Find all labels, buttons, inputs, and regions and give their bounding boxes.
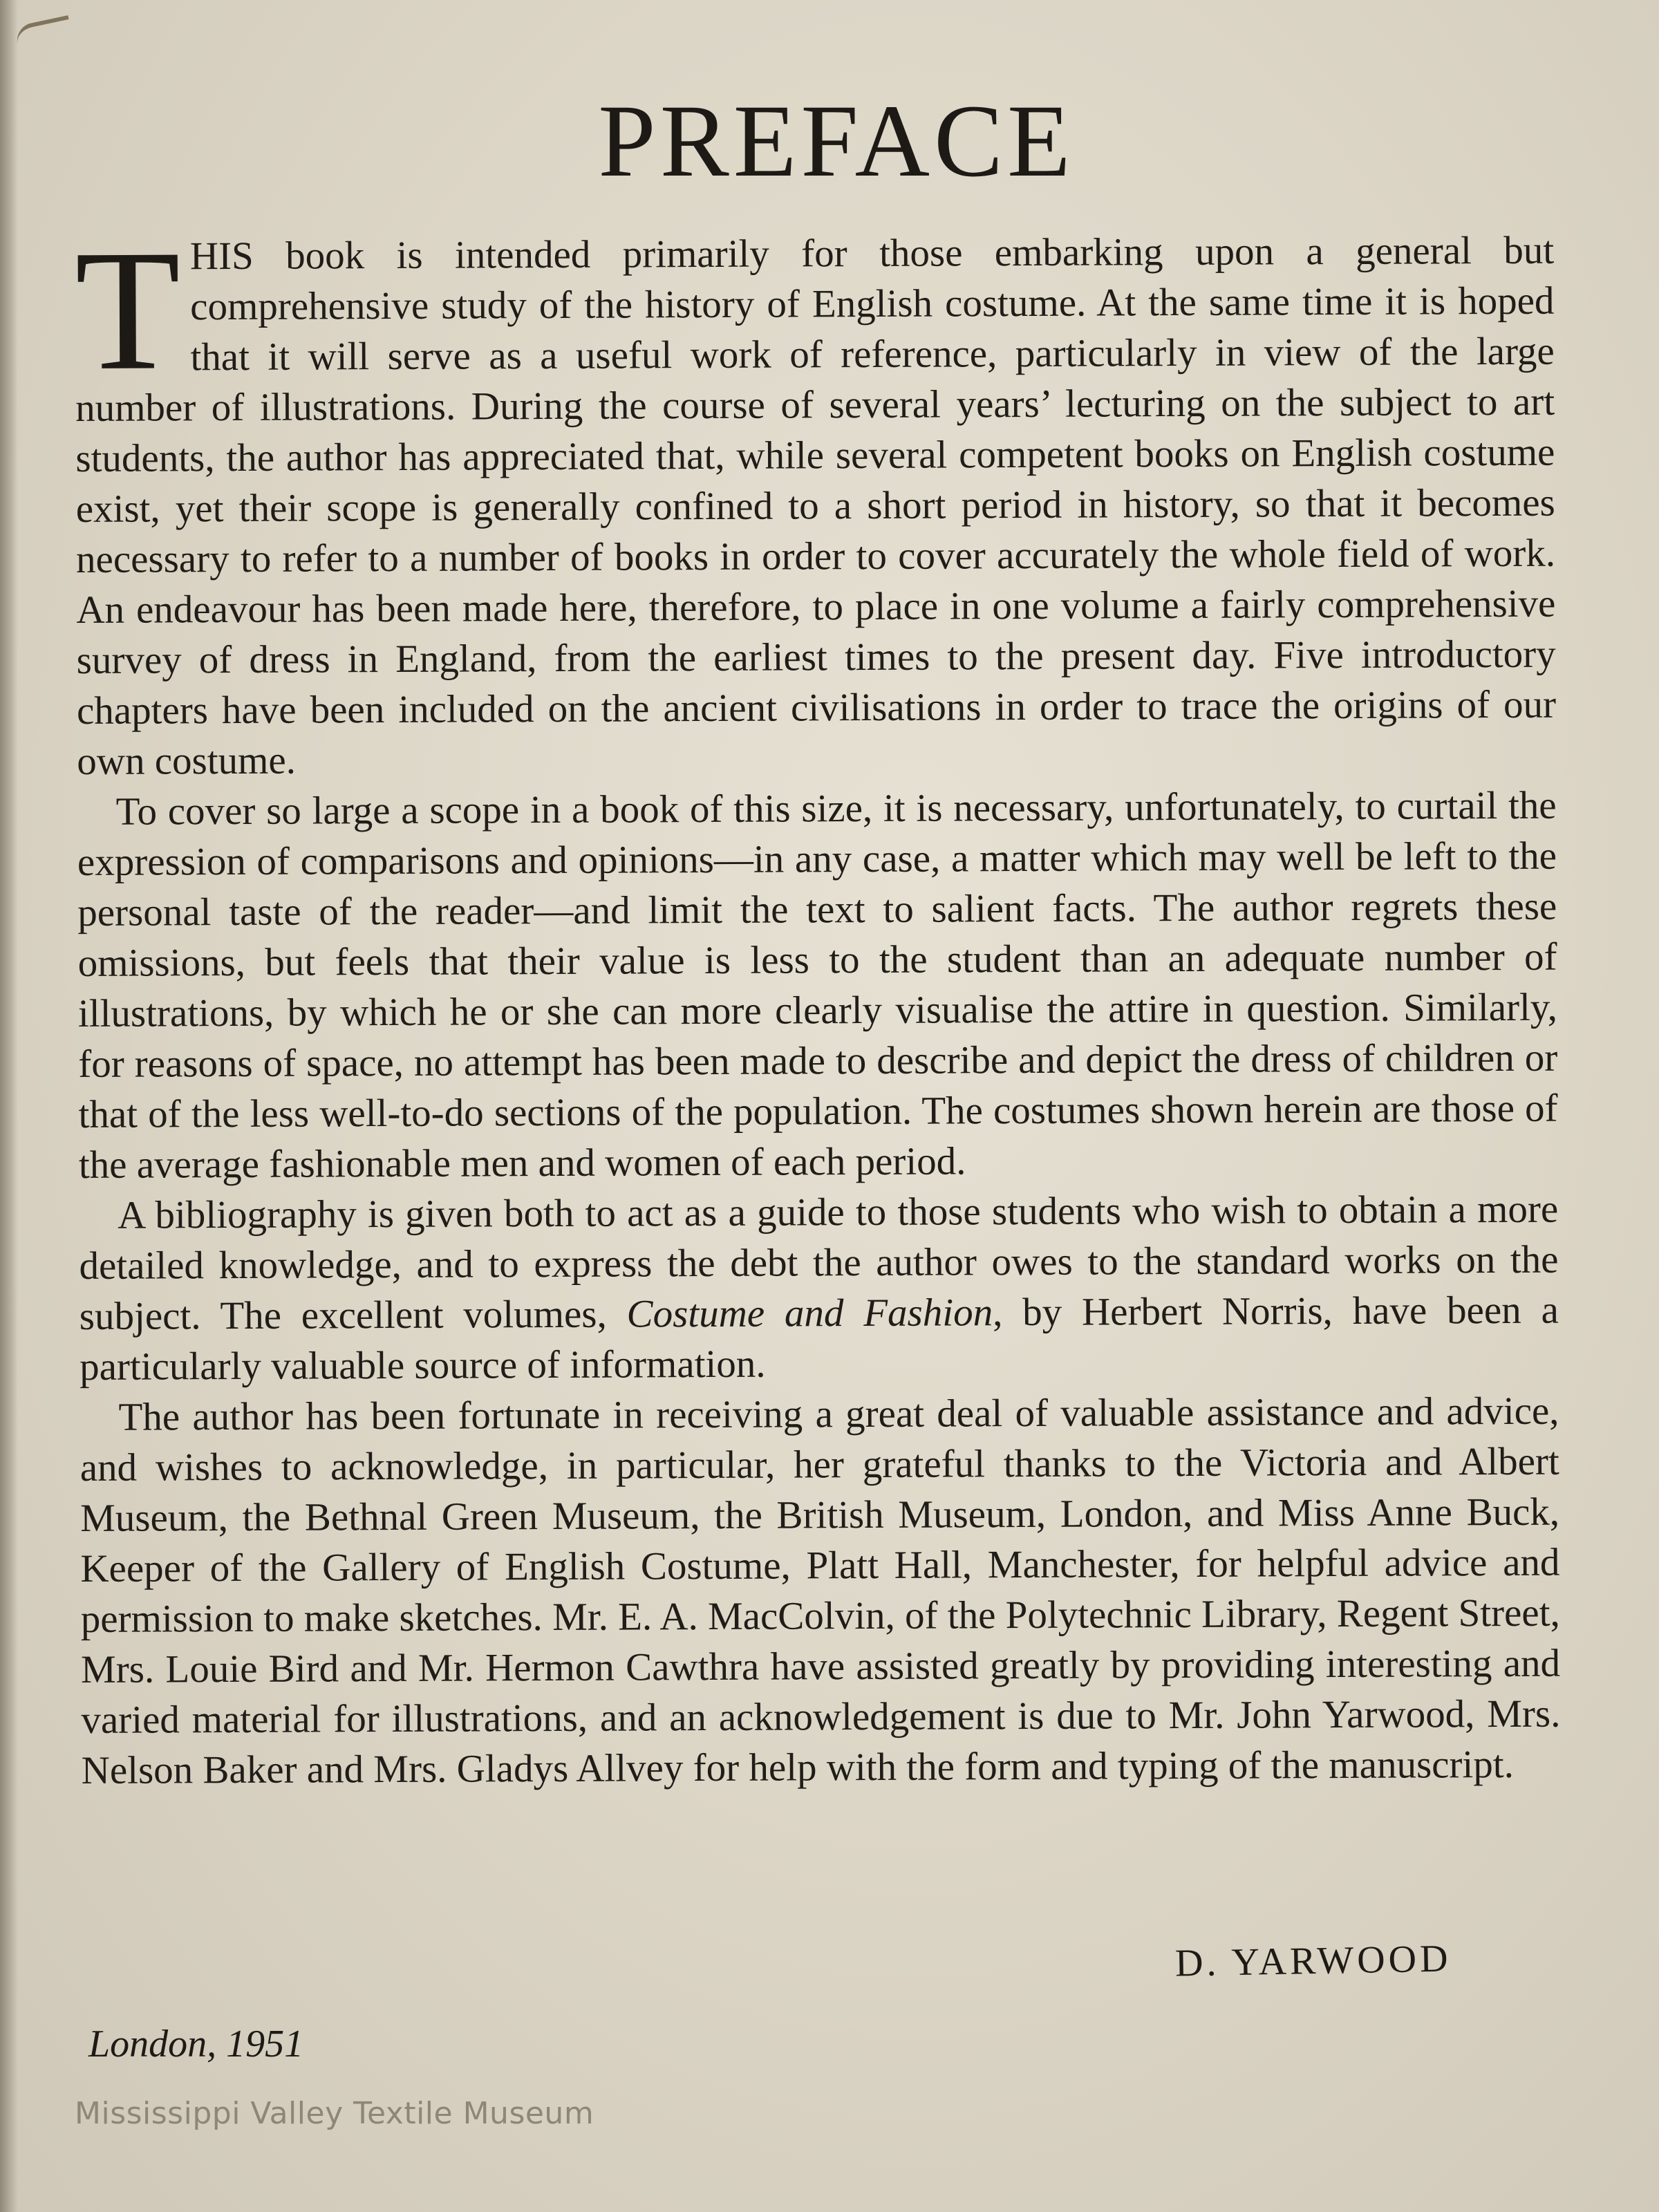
page-binding-edge: [0, 0, 18, 2212]
paragraph-1-smallcaps: HIS: [189, 234, 254, 279]
paragraph-3: [79, 1184, 1559, 1392]
place-date: London, 1951: [88, 2023, 304, 2065]
paragraph-4: The author has been fortunate in receiving a great deal of valuable assistance and advice, and wishes to acknowledge, in particular, her grateful thanks to the Victoria and Albert Museum, the Bethnal Green Museum, the British Museum, London, and Miss Anne Buck, Keeper of the Gallery of English Costume, Platt Hall, Manchester, for helpful advice and permission to make sketches. Mr. E. A. MacColvin, of the Polytechnic Library, Regent Street, Mrs. Louie Bird and Mr. Hermon Cawthra have assisted greatly by providing interesting and varied material for illustrations, and an acknowledgement is due to Mr. John Yarwood, Mrs. Nelson Baker and Mrs. Gladys Allvey for help with the form and typing of the manuscript.: [79, 1389, 1561, 1792]
paragraph-2: To cover so large a scope in a book of this size, it is necessary, unfortunately, to curtail the expression of comparisons and opinions—in any case, a matter which may well be left to the personal taste of the reader—and limit the text to salient facts. The author regrets these omissions, but feels that their value is less to the student than an adequate number of illustrations, by which he or she can more clearly visualise the attire in question. Similarly, for reasons of space, no attempt has been made to describe and depict the dress of children or that of the less well-to-do sections of the population. The costumes shown herein are those of the average fashionable men and women of each period.: [77, 783, 1558, 1187]
author-signature: D. YARWOOD: [1174, 1937, 1452, 1985]
preface-body: [74, 214, 1561, 1796]
book-title-reference: Costume and Fashion: [626, 1291, 993, 1336]
watermark: Mississippi Valley Textile Museum: [75, 2096, 594, 2131]
paragraph-1-text: book is intended primarily for those embarking upon a general but comprehensive study of the history of English costume. At the same time it is hoped that it will serve as a useful work of reference, particularly in view of the large number of illustrations. During the course of several years’ lecturing on the subject to art students, the author has appreciated that, while several competent books on English costume exist, yet their scope is generally confined to a short period in history, so that it becomes necessary to refer to a number of books in order to cover accurately the whole field of work. An endeavour has been made here, therefore, to place in one volume a fairly comprehensive survey of dress in England, from the earliest times to the present day. Five introductory chapters have been included on the ancient civilisations in order to trace the origins of our own costume.: [75, 228, 1557, 783]
page-corner: [14, 15, 72, 44]
paragraph-1: [74, 214, 1557, 787]
page-title: PREFACE: [598, 84, 1075, 198]
drop-cap: T: [74, 214, 181, 406]
paragraph-3-text-after: , by Herbert Norris, have been a particularly valuable source of information.: [79, 1288, 1559, 1389]
paragraph-3-text-before: A bibliography is given both to act as a guide to those students who wish to obtain a more detailed knowledge, and to express the debt the author owes to the standard works on the subject. The excellent volumes,: [79, 1187, 1559, 1338]
